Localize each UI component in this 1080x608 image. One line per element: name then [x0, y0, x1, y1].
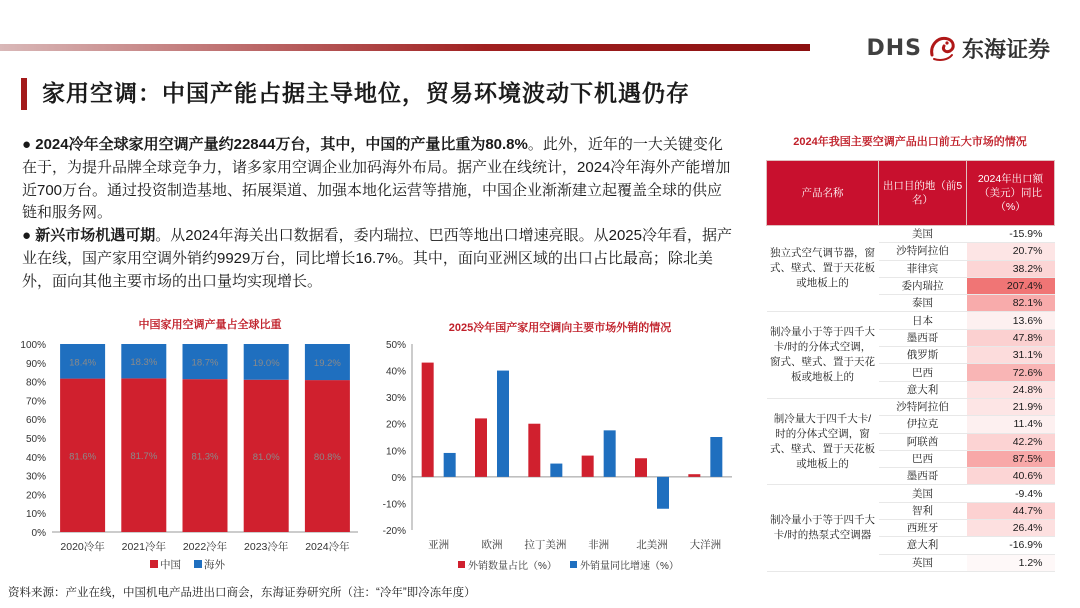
chart1-x-tick: 2022冷年: [182, 541, 228, 553]
chart2-bar-share: [582, 456, 594, 477]
chart2-bar-share: [475, 418, 487, 476]
table-destination: 俄罗斯: [879, 347, 967, 364]
table-growth-value: -15.9%: [967, 226, 1055, 243]
bullet-1: ● 2024冷年全球家用空调产量约22844万台，其中，中国的产量比重为80.8%。此外，近年的一大关键变化在于，为提升品牌全球竞争力，诸多家用空调企业加码海外布局。据产业在线统计，2024冷年海外产能增加近700万台。通过投资制造基地、拓展渠道、加强本地化运营等措施，中国企业渐渐建立起覆盖全球的供应链和服务网。: [22, 136, 731, 222]
chart1-data-label: 18.7%: [191, 357, 219, 369]
table-destination: 沙特阿拉伯: [879, 398, 967, 415]
table-destination: 英国: [879, 554, 967, 571]
chart2-x-tick: 欧洲: [481, 539, 503, 551]
chart1-legend-label: 海外: [204, 559, 225, 571]
chart2-legend-swatch: [458, 561, 465, 568]
table-growth-value: 20.7%: [967, 243, 1055, 260]
chart2-grouped-bar: [370, 330, 750, 580]
chart1-data-label: 81.7%: [130, 451, 158, 463]
chart1-y-tick: 80%: [25, 377, 46, 389]
chart1-stacked-bar: [0, 330, 370, 580]
header-accent-bar: [0, 44, 810, 51]
table-destination: 委内瑞拉: [879, 277, 967, 294]
bullet-2-bold: 新兴市场机遇可期: [35, 227, 156, 245]
table-growth-value: 24.8%: [967, 381, 1055, 398]
chart1-data-label: 80.8%: [313, 452, 341, 464]
chart1-data-label: 19.0%: [252, 357, 280, 369]
table-growth-value: 31.1%: [967, 347, 1055, 364]
table-destination: 巴西: [879, 364, 967, 381]
table-growth-value: 42.2%: [967, 433, 1055, 450]
table-growth-value: 1.2%: [967, 554, 1055, 571]
table-growth-value: 207.4%: [967, 277, 1055, 294]
chart2-bar-growth: [710, 437, 722, 477]
chart1-data-label: 18.4%: [69, 357, 97, 369]
logo-text: DHS: [866, 35, 922, 61]
table-destination: 泰国: [879, 295, 967, 312]
table-destination: 墨西哥: [879, 329, 967, 346]
table-product-name: 制冷量大于四千大卡/时的分体式空调，窗式、壁式、置于天花板或地板上的: [767, 398, 879, 484]
chart2-y-tick: -20%: [382, 526, 406, 537]
chart2-bar-growth: [604, 430, 616, 477]
page-title: 家用空调：中国产能占据主导地位，贸易环境波动下机遇仍存: [42, 80, 690, 107]
source-note: 资料来源：产业在线，中国机电产品进出口商会，东海证券研究所（注：“冷年”即冷冻年度）: [8, 587, 476, 599]
chart2-x-tick: 拉丁美洲: [524, 539, 567, 551]
chart2-bar-share: [528, 424, 540, 477]
bullet-list: [22, 134, 737, 294]
table-product-name: 制冷量小于等于四千大卡/时的分体式空调，窗式、壁式、置于天花板或地板上的: [767, 312, 879, 398]
chart1-legend-swatch: [194, 560, 202, 568]
table-header-destination: 出口目的地（前5名）: [879, 161, 967, 226]
chart1-data-label: 81.6%: [69, 451, 97, 463]
table-growth-value: 87.5%: [967, 450, 1055, 467]
chart2-x-tick: 非洲: [588, 539, 610, 551]
table-destination: 巴西: [879, 450, 967, 467]
chart1-y-tick: 70%: [25, 396, 46, 408]
chart1-x-tick: 2021冷年: [121, 541, 166, 553]
chart2-legend-label: 外销量同比增速（%）: [580, 561, 679, 572]
table-header-growth: 2024年出口额（美元）同比（%）: [967, 161, 1055, 226]
table-growth-value: 21.9%: [967, 398, 1055, 415]
table-destination: 美国: [879, 226, 967, 243]
table-destination: 日本: [879, 312, 967, 329]
chart1-legend-swatch: [150, 560, 158, 568]
chart2-bar-growth: [497, 371, 509, 477]
chart1-data-label: 18.3%: [130, 357, 158, 369]
table-growth-value: 72.6%: [967, 364, 1055, 381]
table-row: [767, 398, 1055, 415]
table-growth-value: 13.6%: [967, 312, 1055, 329]
bullet-2: ● 新兴市场机遇可期。从2024年海关出口数据看，委内瑞拉、巴西等地出口增速亮眼。从2025冷年看，据产业在线，国产家用空调外销约9929万台，同比增长16.7%。其中，面向亚洲区域的出口占比最高；除北美外，面向其他主要市场的出口量均实现增长。: [22, 227, 732, 290]
chart2-bar-growth: [657, 477, 669, 509]
export-table: [766, 160, 1055, 572]
chart2-x-tick: 亚洲: [428, 539, 450, 551]
chart2-legend-label: 外销数量占比（%）: [468, 561, 557, 572]
table-row: [767, 485, 1055, 502]
table-header-product: 产品名称: [767, 161, 879, 226]
chart1-y-tick: 100%: [20, 340, 46, 351]
chart1-x-tick: 2024冷年: [305, 541, 350, 553]
bullet-1-bold: 2024冷年全球家用空调产量约22844万台，其中，中国的产量比重为80.8%: [35, 136, 528, 153]
title-marker: [21, 78, 27, 110]
chart1-y-tick: 30%: [25, 471, 46, 483]
chart1-x-tick: 2020冷年: [60, 541, 105, 553]
bullet-2-text: 。从2024年海关出口数据看，委内瑞拉、巴西等地出口增速亮眼。从2025冷年看，据产业在线，国产家用空调外销约9929万台，同比增长16.7%。其中，面向亚洲区域的出口占比最高；除北美外，面向其他主要市场的出口量均实现增长。: [22, 227, 732, 290]
logo-name: 东海证券: [961, 37, 1050, 63]
table-destination: 墨西哥: [879, 468, 967, 485]
chart2-x-tick: 大洋洲: [689, 539, 722, 551]
chart2-bar-share: [688, 474, 700, 477]
table-destination: 意大利: [879, 381, 967, 398]
chart2-y-tick: 20%: [385, 419, 406, 431]
table-destination: 阿联酋: [879, 433, 967, 450]
table-row: [767, 226, 1055, 243]
bullet-1-text: 。此外，近年的一大关键变化在于，为提升品牌全球竞争力，诸多家用空调企业加码海外布局。据产业在线统计，2024冷年海外产能增加近700万台。通过投资制造基地、拓展渠道、加强本地化运营等措施，中国企业渐渐建立起覆盖全球的供应链和服务网。: [22, 136, 731, 222]
dragon-icon: [928, 33, 956, 63]
table-growth-value: 11.4%: [967, 416, 1055, 433]
chart2-bar-share: [635, 458, 647, 477]
table-destination: 菲律宾: [879, 260, 967, 277]
chart2-x-tick: 北美洲: [636, 539, 668, 551]
table-product-name: 制冷量小于等于四千大卡/时的热泵式空调器: [767, 485, 879, 571]
chart2-y-tick: 10%: [385, 446, 406, 458]
chart2-bar-growth: [550, 464, 562, 477]
chart1-x-tick: 2023冷年: [244, 541, 289, 553]
chart2-y-tick: 50%: [385, 340, 406, 351]
chart1-y-tick: 90%: [25, 358, 46, 370]
chart1-y-tick: 60%: [25, 415, 46, 427]
table-destination: 美国: [879, 485, 967, 502]
table-destination: 意大利: [879, 537, 967, 554]
chart1-y-tick: 40%: [25, 452, 46, 464]
chart2-y-tick: 0%: [391, 472, 406, 484]
chart1-legend-label: 中国: [160, 559, 181, 571]
chart1-y-tick: 0%: [31, 528, 46, 539]
chart1-title: 中国家用空调产量占全球比重: [138, 319, 282, 331]
table-product-name: 独立式空气调节器，窗式、壁式、置于天花板或地板上的: [767, 226, 879, 312]
chart2-y-tick: 40%: [385, 366, 406, 378]
chart2-y-tick: -10%: [382, 499, 406, 511]
chart1-data-label: 81.3%: [191, 451, 219, 463]
chart1-y-tick: 10%: [25, 509, 46, 521]
table-row: [767, 312, 1055, 329]
company-logo: [866, 30, 1050, 66]
chart2-title: 2025冷年国产家用空调向主要市场外销的情况: [448, 322, 672, 334]
table-growth-value: -9.4%: [967, 485, 1055, 502]
chart1-y-tick: 50%: [25, 434, 46, 445]
table-growth-value: 38.2%: [967, 260, 1055, 277]
table-growth-value: 47.8%: [967, 329, 1055, 346]
table-title: 2024年我国主要空调产品出口前五大市场的情况: [793, 136, 1027, 148]
table-destination: 伊拉克: [879, 416, 967, 433]
table-growth-value: -16.9%: [967, 537, 1055, 554]
table-destination: 西班牙: [879, 520, 967, 537]
chart1-data-label: 81.0%: [252, 451, 280, 463]
chart2-y-tick: 30%: [385, 393, 406, 405]
chart1-data-label: 19.2%: [313, 358, 341, 370]
table-destination: 智利: [879, 502, 967, 519]
table-growth-value: 82.1%: [967, 295, 1055, 312]
chart2-legend-swatch: [570, 561, 577, 568]
table-destination: 沙特阿拉伯: [879, 243, 967, 260]
table-growth-value: 40.6%: [967, 468, 1055, 485]
table-growth-value: 44.7%: [967, 502, 1055, 519]
table-growth-value: 26.4%: [967, 520, 1055, 537]
chart2-bar-growth: [444, 453, 456, 477]
chart1-y-tick: 20%: [25, 490, 46, 502]
chart2-bar-share: [422, 363, 434, 477]
